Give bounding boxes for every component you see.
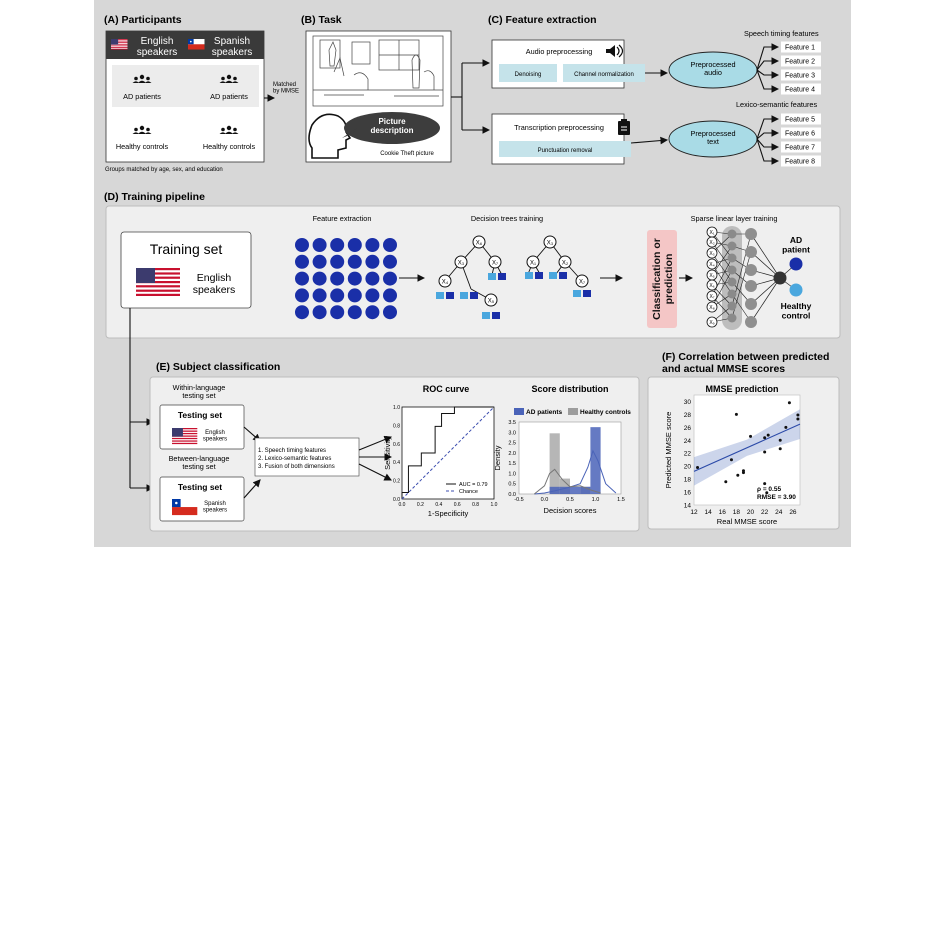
hidden-node (745, 264, 757, 276)
scatter-point (763, 450, 766, 453)
legend-swatch-hc (568, 408, 578, 415)
text-line: testing set (182, 462, 216, 472)
feature-label: Feature 3 (785, 72, 815, 80)
text-line: speakers (211, 47, 253, 59)
mmse-x-tick: 18 (732, 509, 741, 516)
input-node-label: X₇ (709, 294, 715, 300)
healthy-control-icon (790, 284, 803, 297)
mmse-x-tick: 24 (775, 509, 783, 516)
feature-dot (330, 305, 344, 319)
hidden-node (728, 302, 737, 311)
hist-y-tick: 2.0 (508, 450, 516, 457)
us-flag-icon (136, 268, 180, 296)
scatter-point (763, 482, 766, 485)
hist-y-tick: 0.0 (508, 492, 516, 498)
hist-x-tick: 1.5 (617, 497, 625, 503)
us-flag-icon (172, 428, 197, 444)
mmse-y-tick: 14 (683, 502, 691, 510)
feature-dot (348, 272, 362, 286)
hist-y-tick: 3.5 (508, 420, 516, 426)
input-node-label: X₉ (709, 320, 715, 326)
scatter-point (784, 426, 787, 429)
tree-node-label: X₁ (529, 260, 537, 267)
hidden-node (745, 246, 757, 258)
mmse-y-tick: 30 (683, 398, 691, 406)
roc-y-label: Sensitivity (383, 436, 392, 470)
channel-normalization-label: Channel normalization (574, 72, 634, 78)
clipboard-icon (618, 119, 630, 135)
spanish-speakers-label (212, 36, 253, 58)
feature-dot (295, 305, 309, 319)
hist-y-tick: 1.0 (508, 471, 516, 478)
text-line: description (370, 125, 414, 135)
english-speakers-label (193, 272, 236, 296)
healthy-controls-label: Healthy controls (202, 142, 256, 151)
tree-node-label: X₃ (457, 260, 465, 267)
tree-node-label: X₂ (561, 260, 569, 267)
denoising-label: Denoising (514, 72, 542, 78)
input-node-label: X₄ (709, 262, 715, 268)
roc-x-tick: 0.4 (435, 502, 443, 508)
scatter-point (742, 471, 745, 474)
ad-patient-icon (790, 258, 803, 271)
hidden-node (745, 228, 757, 240)
ad-patients-label: AD patients (210, 92, 248, 101)
text-line: by MMSE (273, 88, 300, 95)
feature-dot (330, 272, 344, 286)
panel-c-title: (C) Feature extraction (488, 14, 597, 26)
scatter-point (763, 436, 766, 439)
tree-node-label: X₄ (441, 279, 449, 286)
text-line: patient (782, 244, 810, 255)
mmse-y-tick: 26 (683, 424, 691, 432)
mmse-chart (664, 384, 800, 526)
tree-node-label: X₃ (546, 240, 554, 247)
mmse-x-tick: 12 (690, 509, 698, 516)
tree-leaf (482, 312, 490, 319)
text-line: Picture (378, 117, 406, 126)
feature-dot (348, 238, 362, 252)
hist-title: Score distribution (531, 384, 609, 394)
testing-set-label: Testing set (177, 482, 223, 492)
output-node (774, 272, 787, 285)
text-line: and actual MMSE scores (662, 362, 786, 375)
feature-dot (313, 305, 327, 319)
english-speakers-label (203, 430, 227, 443)
hidden-node (728, 242, 737, 251)
hidden-node (745, 316, 757, 328)
feature-label: Feature 7 (785, 144, 815, 152)
feature-label: Feature 2 (785, 58, 815, 66)
text-line: English (140, 36, 174, 47)
scatter-point (736, 474, 739, 477)
feature-dot (313, 255, 327, 269)
roc-x-tick: 0.8 (472, 502, 480, 508)
rmse-annotation: RMSE = 3.90 (757, 494, 796, 501)
scatter-point (796, 417, 799, 420)
matched-by-mmse-label (273, 82, 299, 95)
feature-label: Feature 4 (785, 86, 815, 94)
tree-leaf (583, 290, 591, 297)
mmse-x-label: Real MMSE score (716, 517, 778, 526)
feature-dot (330, 238, 344, 252)
spanish-speakers-label (203, 501, 227, 514)
hidden-node (745, 280, 757, 292)
roc-y-tick: 0.4 (393, 460, 400, 467)
feature-dot (330, 255, 344, 269)
tree-leaf (446, 292, 454, 299)
tree-leaf (498, 273, 506, 280)
scatter-point (696, 466, 699, 469)
scatter-point (749, 435, 752, 438)
roc-y-tick: 1.0 (393, 405, 400, 411)
feature-dot (313, 288, 327, 302)
feature-dot (348, 255, 362, 269)
connector-arrow (631, 140, 667, 143)
mmse-y-tick: 28 (683, 411, 691, 419)
decision-trees-label: Decision trees training (470, 214, 544, 223)
feature-extraction-label: Feature extraction (312, 214, 372, 223)
feature-label: Feature 1 (785, 44, 815, 52)
feature-dot (295, 255, 309, 269)
text-line: Within-language (172, 383, 226, 392)
hidden-node (728, 278, 737, 287)
scatter-point (788, 401, 791, 404)
tree-leaf (460, 292, 468, 299)
feature-dot (295, 272, 309, 286)
text-line: speakers (202, 507, 228, 514)
speech-timing-features-label: Speech timing features (744, 29, 819, 38)
scatter-point (779, 447, 782, 450)
text-line: English (205, 430, 225, 436)
panel-e-title: (E) Subject classification (156, 361, 281, 373)
chile-flag-icon (188, 39, 205, 50)
roc-y-tick: 0.6 (393, 441, 400, 448)
hidden-node (728, 266, 737, 275)
feature-dot (365, 272, 379, 286)
mmse-x-tick: 26 (789, 509, 797, 516)
healthy-controls-label: Healthy controls (115, 142, 169, 151)
hist-y-tick: 3.0 (508, 430, 516, 437)
input-node-label: X₃ (709, 251, 715, 257)
roc-y-tick: 0.8 (393, 423, 400, 430)
tree-leaf (488, 273, 496, 280)
mmse-x-tick: 16 (718, 509, 726, 516)
tree-node-label: X₅ (487, 298, 495, 305)
hist-x-tick: 1.0 (591, 497, 600, 503)
hist-y-label: Density (493, 445, 502, 471)
text-line: text (707, 137, 719, 147)
feature-arrow (757, 133, 778, 139)
feature-dot (365, 255, 379, 269)
text-line: (F) Correlation between predicted (662, 351, 830, 363)
figure-canvas (94, 0, 851, 547)
mmse-y-tick: 24 (683, 437, 691, 445)
hidden-node (728, 314, 737, 323)
text-line: Spanish (213, 36, 251, 47)
feature-label: Feature 5 (785, 116, 815, 124)
roc-legend-label: AUC = 0.79 (459, 482, 488, 488)
text-line: AD (789, 235, 803, 245)
mmse-x-tick: 22 (761, 509, 769, 516)
text-line: Matched (273, 82, 297, 88)
hist-y-tick: 2.5 (508, 440, 516, 447)
chile-flag-icon (172, 499, 197, 515)
tree-node-label: X₇ (491, 260, 499, 267)
scatter-point (730, 458, 733, 461)
input-node-label: X₆ (709, 283, 715, 289)
rho-annotation: ρ = 0.55 (757, 486, 782, 493)
english-speakers-label (137, 36, 178, 58)
mmse-y-tick: 20 (683, 463, 691, 471)
feature-dot (295, 238, 309, 252)
tree-leaf (535, 272, 543, 279)
roc-x-label: 1-Specificity (427, 509, 469, 518)
hist-y-tick: 0.5 (508, 481, 516, 488)
roc-y-tick: 0.2 (393, 478, 400, 485)
tree-leaf (492, 312, 500, 319)
hidden-node (728, 230, 737, 239)
feature-arrow (757, 61, 778, 70)
legend-label-hc: Healthy controls (580, 409, 631, 416)
feature-dot (383, 255, 397, 269)
legend-swatch-ad (514, 408, 524, 415)
feature-dot (313, 238, 327, 252)
cookie-theft-caption: Cookie Theft picture (380, 151, 434, 157)
healthy-control-label (781, 301, 812, 321)
roc-title: ROC curve (422, 384, 470, 394)
tree-node-label: X₆ (475, 240, 483, 247)
feature-dot (383, 272, 397, 286)
training-set-label: Training set (149, 241, 223, 257)
text-line: Preprocessed (690, 129, 736, 138)
text-line: English (196, 272, 232, 284)
feature-dot (365, 305, 379, 319)
scatter-point (779, 439, 782, 442)
mmse-y-tick: 22 (683, 450, 691, 458)
tree-leaf (470, 292, 478, 299)
feature-dot (365, 238, 379, 252)
text-line: Classification or (651, 238, 663, 320)
input-node-label: X₈ (709, 305, 715, 311)
hist-bar-ad (590, 427, 600, 494)
feature-dot (295, 288, 309, 302)
hidden-node (728, 290, 737, 299)
roc-x-tick: 0.6 (453, 502, 461, 508)
mmse-y-label: Predicted MMSE score (664, 411, 673, 489)
mmse-x-tick: 14 (704, 509, 712, 516)
mmse-title: MMSE prediction (705, 384, 779, 394)
panel-b-title: (B) Task (301, 14, 342, 26)
feature-dot (330, 288, 344, 302)
feature-set-2: 2. Lexico-semantic features (258, 456, 332, 462)
transcription-preprocessing-label: Transcription preprocessing (514, 123, 604, 132)
tree-leaf (549, 272, 557, 279)
feature-label: Feature 8 (785, 158, 815, 166)
sparse-linear-label: Sparse linear layer training (690, 214, 778, 223)
feature-arrow (757, 70, 778, 75)
scatter-point (735, 413, 738, 416)
ad-patients-label: AD patients (123, 92, 161, 101)
feature-set-1: 1. Speech timing features (258, 448, 327, 454)
legend-label-ad: AD patients (526, 409, 563, 416)
text-line: speakers (192, 283, 236, 296)
input-node-label: X₅ (709, 273, 715, 279)
roc-y-tick: 0.0 (393, 497, 400, 503)
groups-matched-note: Groups matched by age, sex, and education (105, 167, 223, 173)
mmse-x-tick: 20 (746, 509, 755, 516)
hist-bar-ad (570, 487, 580, 494)
scatter-point (796, 414, 799, 417)
feature-dot (313, 272, 327, 286)
tree-leaf (573, 290, 581, 297)
scatter-point (724, 480, 727, 483)
tree-leaf (559, 272, 567, 279)
feature-dot (383, 238, 397, 252)
text-line: Spanish (204, 501, 226, 507)
panel-d-title: (D) Training pipeline (104, 191, 205, 203)
punctuation-removal-label: Punctuation removal (537, 148, 593, 154)
tree-leaf (436, 292, 444, 299)
tree-leaf (525, 272, 533, 279)
feature-dot (348, 288, 362, 302)
panel-a-title: (A) Participants (104, 14, 182, 26)
text-line: Between-language (168, 454, 230, 463)
hist-x-tick: 0.0 (540, 497, 549, 503)
feature-dot (365, 288, 379, 302)
mmse-y-tick: 18 (683, 476, 691, 484)
feature-set-3: 3. Fusion of both dimensions (258, 464, 335, 470)
mmse-y-tick: 16 (683, 489, 691, 497)
hist-x-label: Decision scores (543, 506, 597, 515)
text-line: Preprocessed (690, 60, 736, 69)
input-node-label: X₁ (709, 230, 715, 236)
tree-node-label: X₇ (578, 279, 586, 286)
text-line: audio (704, 68, 722, 78)
audio-preprocessing-label: Audio preprocessing (525, 47, 593, 56)
text-line: testing set (182, 391, 216, 401)
lexico-semantic-features-label: Lexico-semantic features (736, 100, 818, 109)
us-flag-icon (111, 39, 128, 50)
scatter-point (767, 434, 770, 437)
panel-f-title (662, 351, 829, 375)
hist-x-tick: 0.5 (566, 497, 574, 503)
roc-x-tick: 0.2 (416, 502, 424, 508)
feature-arrow (757, 139, 778, 147)
hist-x-tick: -0.5 (514, 497, 524, 503)
testing-set-label: Testing set (177, 410, 223, 420)
hidden-node (728, 254, 737, 263)
input-node-label: X₂ (709, 240, 715, 246)
text-line: Healthy (780, 301, 812, 311)
roc-x-tick: 0.0 (398, 502, 406, 508)
text-line: speakers (202, 436, 228, 443)
feature-dot (383, 305, 397, 319)
feature-dot (348, 305, 362, 319)
feature-label: Feature 6 (785, 130, 815, 138)
text-line: speakers (136, 47, 178, 59)
roc-x-tick: 1.0 (490, 502, 498, 508)
hidden-node (745, 298, 757, 310)
text-line: control (781, 310, 811, 321)
text-line: prediction (662, 253, 675, 305)
feature-dot (383, 288, 397, 302)
hist-bar-hc (550, 433, 560, 494)
chance-legend-label: Chance (459, 489, 478, 495)
figure-svg (94, 0, 851, 547)
hist-y-tick: 1.5 (508, 461, 516, 468)
